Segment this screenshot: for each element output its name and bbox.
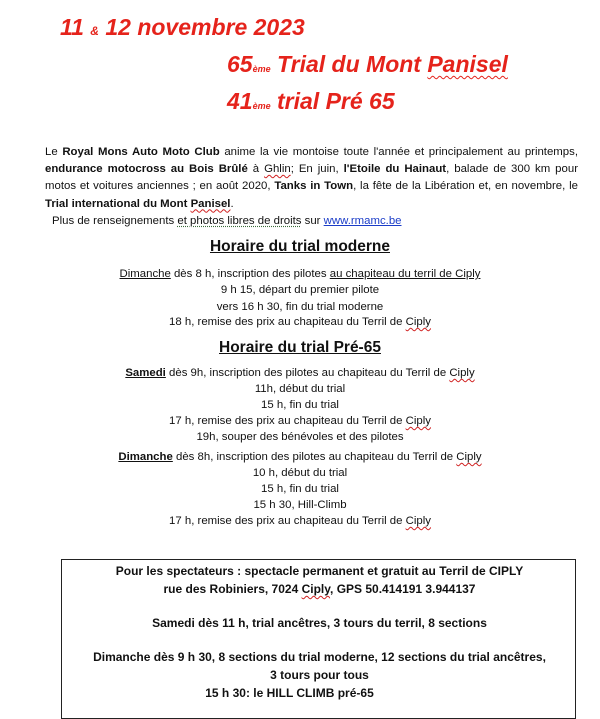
schedule-text: 17 h, remise des prix au chapiteau du Terril de (169, 415, 406, 427)
date-day-one: 11 (60, 14, 84, 40)
intro-text: à (247, 163, 265, 176)
spectator-line: 15 h 30: le HILL CLIMB pré-65 (205, 686, 374, 700)
schedule-text: dès 9h, inscription des pilotes au chapiteau du Terril de (165, 367, 450, 379)
schedule-line: vers 16 h 30, fin du trial moderne (216, 301, 384, 313)
ciply-word: Ciply (405, 316, 431, 328)
day-label: Samedi (125, 367, 166, 379)
ciply-word: Ciply (301, 582, 331, 596)
gps-text: , GPS 50.414191 3.944137 (330, 582, 476, 596)
ciply-word: Ciply (449, 367, 475, 379)
t41-number: 41 (227, 88, 253, 114)
intro-text: . (230, 197, 234, 210)
more-info-photos: et photos libres de droits (177, 214, 302, 227)
spectator-info-box (61, 559, 576, 719)
address-text: rue des Robiniers, 7024 (163, 582, 302, 596)
more-info-text: Plus de renseignements (52, 214, 178, 227)
ghlin-word: Ghlin (264, 163, 291, 176)
intro-text: ; En juin, (290, 163, 344, 176)
date-rest: 12 novembre 2023 (105, 14, 305, 40)
t65-text: Trial du Mont (270, 51, 428, 77)
schedule-line (0, 415, 600, 427)
intro-text: Le (45, 146, 63, 158)
etoile-event: l'Etoile du Hainaut (343, 163, 447, 176)
spectator-line: 3 tours pour tous (270, 668, 369, 682)
intro-text: anime la vie montoise toute l'année et principalement au printemps, (219, 146, 578, 158)
day-label: Dimanche (119, 268, 171, 280)
website-link[interactable]: www.rmamc.be (323, 214, 402, 227)
trial-event-text: Trial international du Mont (45, 197, 191, 210)
more-info-text: sur (301, 214, 324, 227)
more-info-line (45, 213, 578, 230)
ciply-word: Ciply (456, 451, 482, 463)
schedule-text: 18 h, remise des prix au chapiteau du Terril de (169, 316, 406, 328)
schedule-location: au chapiteau du terril de Ciply (329, 268, 481, 280)
schedule-line: 15 h, fin du trial (261, 399, 339, 411)
schedule-text: dès 8h, inscription des pilotes au chapiteau du Terril de (172, 451, 457, 463)
schedule-line (0, 515, 600, 527)
ciply-word: Ciply (405, 415, 431, 427)
ciply-word: Ciply (405, 515, 431, 527)
intro-text: , la fête de la Libération et, en novembre, le (353, 180, 578, 193)
spectator-line: Dimanche dès 9 h 30, 8 sections du trial moderne, 12 sections du trial ancêtres, (93, 650, 546, 664)
spectator-line: Samedi dès 11 h, trial ancêtres, 3 tours du terril, 8 sections (152, 616, 487, 630)
schedule-line: 11h, début du trial (254, 383, 346, 395)
intro-text: , balade de 300 km pour motos et voitures anciennes ; en août 2020, (45, 163, 578, 193)
t41-suffix: ème (252, 101, 271, 111)
schedule-line: 15 h 30, Hill-Climb (253, 499, 347, 511)
schedule-line: 9 h 15, départ du premier pilote (220, 284, 380, 296)
schedule-text: dès 8 h, inscription des pilotes (170, 268, 330, 280)
heading-trial-moderne: Horaire du trial moderne (209, 238, 390, 255)
club-name: Royal Mons Auto Moto Club (62, 146, 220, 158)
schedule-line (0, 367, 600, 379)
schedule-line (0, 316, 600, 328)
spectator-line: Pour les spectateurs : spectacle permanent et gratuit au Terril de CIPLY (115, 564, 524, 578)
schedule-line: 15 h, fin du trial (261, 483, 339, 495)
t41-text: trial Pré 65 (270, 88, 395, 114)
t65-number: 65 (227, 51, 253, 77)
intro-paragraph (45, 144, 578, 230)
heading-trial-pre65: Horaire du trial Pré-65 (219, 339, 381, 356)
title-trial-mont-panisel (227, 51, 508, 78)
enduro-event: endurance motocross au Bois Brûlé (45, 163, 248, 176)
trial-event (45, 198, 230, 210)
day-label: Dimanche (118, 451, 173, 463)
schedule-line: 10 h, début du trial (252, 467, 348, 479)
date-ampersand: & (90, 24, 99, 38)
schedule-line (0, 268, 600, 280)
event-date (60, 14, 305, 41)
spectator-line (62, 582, 577, 596)
t65-panisel: Panisel (427, 51, 508, 77)
schedule-line (0, 451, 600, 463)
schedule-text: 17 h, remise des prix au chapiteau du Terril de (169, 515, 406, 527)
title-trial-pre65 (227, 88, 395, 115)
schedule-line: 19h, souper des bénévoles et des pilotes (196, 431, 404, 443)
t65-suffix: ème (252, 64, 271, 74)
trial-event-panisel: Panisel (190, 197, 231, 210)
tanks-event: Tanks in Town (274, 180, 354, 193)
